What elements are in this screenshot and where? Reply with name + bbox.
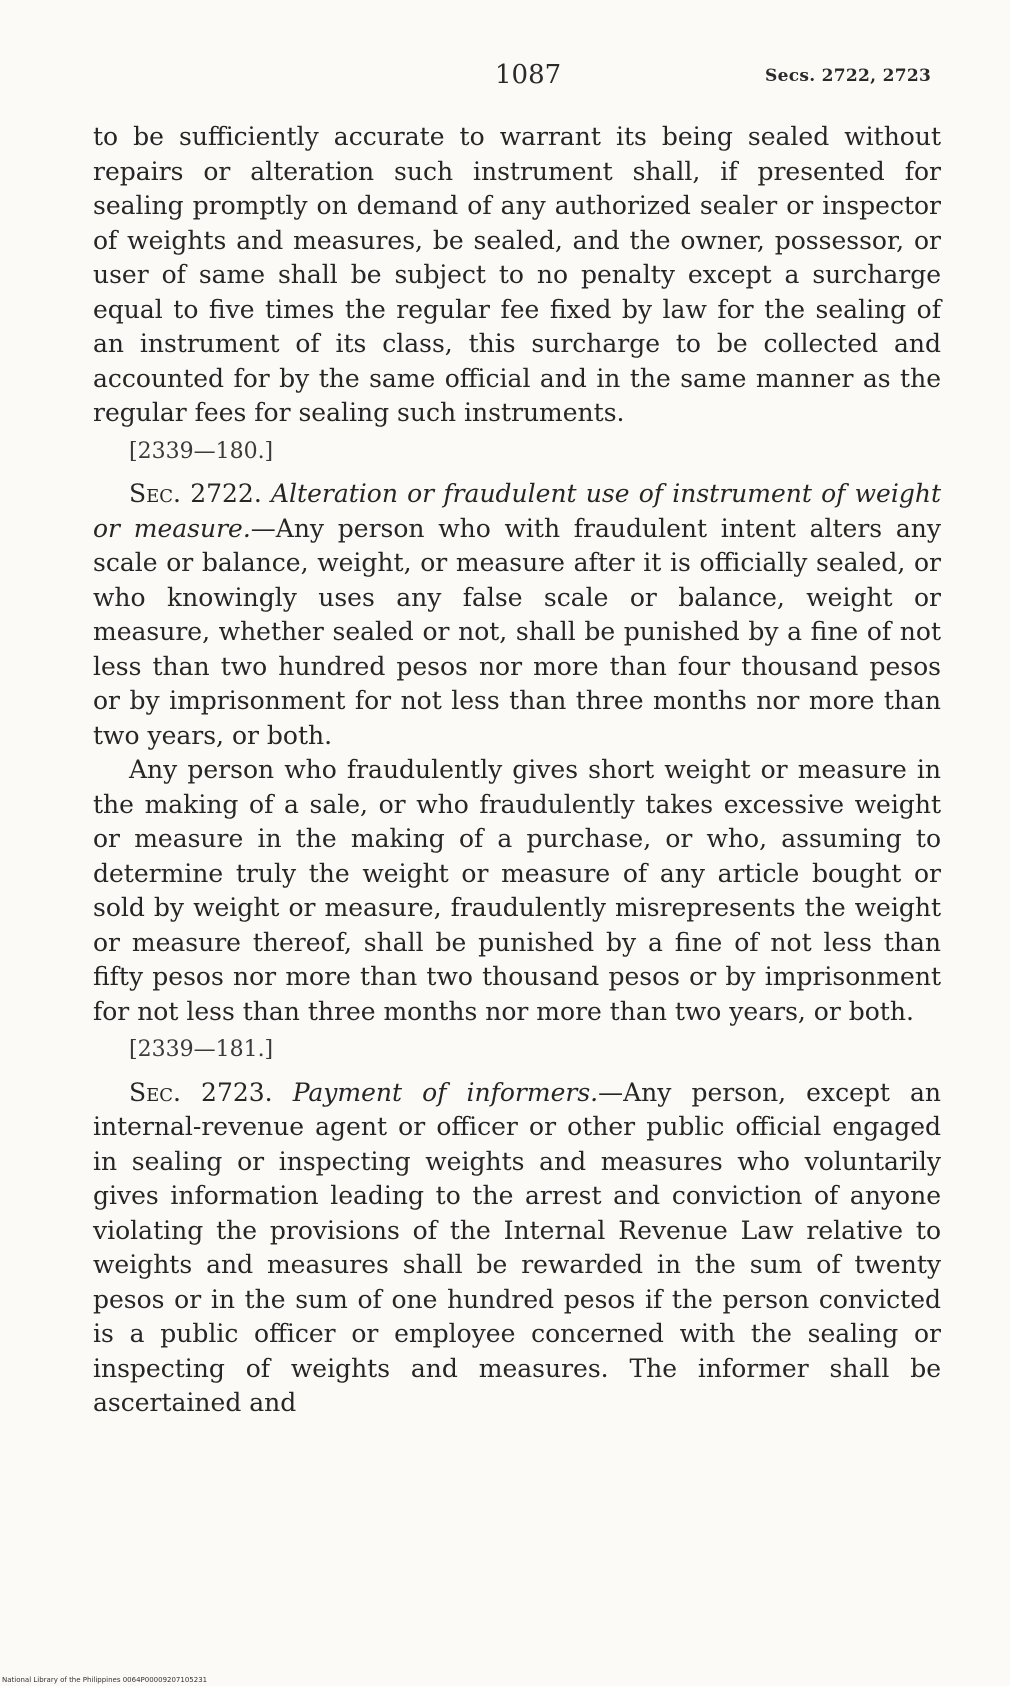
section-2722-body: —Any person who with fraudulent intent alters any scale or balance, weight, or measure after it is officially sealed, or who knowingly uses any false scale or balance, weight or measure, whether sealed or not, shall be punished by a fine of not less than two hundred pesos nor more than four thousand pesos or by imprisonment for not less than three months nor more than two years, or both. xyxy=(93,513,941,750)
section-2723-body: —Any person, except an internal-revenue agent or officer or other public official engaged in sealing or inspecting weights and measures who voluntarily gives information leading to the arrest and conviction of anyone violating the provisions of the Internal Revenue Law relative to weights and measures shall be rewarded in the sum of twenty pesos or in the sum of one hundred pesos if the person convicted is a public officer or employee concerned with the sealing or inspecting of weights and measures. The informer shall be ascertained and xyxy=(93,1077,941,1417)
short-weight-paragraph: Any person who fraudulently gives short weight or measure in the making of a sale, or who fraudulently takes excessive weight or measure in the making of a purchase, or who, assuming to determine truly the weight or measure of any article bought or sold by weight or measure, fraudulently misrepresents the weight or measure thereof, shall be punished by a fine of not less than fifty pesos nor more than two thousand pesos or by imprisonment for not less than three months nor more than two years, or both. xyxy=(93,755,941,1026)
section-range-header: Secs. 2722, 2723 xyxy=(765,66,932,86)
paragraph-continuation: to be sufficiently accurate to warrant its being sealed without repairs or alteration such instrument shall, if presented for sealing promptly on demand of any authorized sealer or inspector of weights and measures, be sealed, and the owner, possessor, or user of same shall be subject to no penalty except a surcharge equal to five times the regular fee fixed by law for the sealing of an instrument of its class, this surcharge to be collected and accounted for by the same official and in the same manner as the regular fees for sealing such instruments. xyxy=(93,122,941,427)
section-2723-label: Sec. 2723. xyxy=(129,1077,273,1107)
section-2722-title: Alteration or fraudulent use of instrument of weight or measure. xyxy=(93,479,941,543)
section-2723-title: Payment of informers. xyxy=(292,1077,599,1107)
section-2723-paragraph xyxy=(93,1076,941,1421)
page-number: 1087 xyxy=(495,60,562,90)
section-2722-label: Sec. 2722. xyxy=(129,479,262,508)
library-credit: National Library of the Philippines 0064P00009207105231 xyxy=(2,1676,208,1684)
section-2722-paragraph xyxy=(93,477,941,753)
body-text xyxy=(93,120,941,1421)
citation-2339-181: [2339—181.] xyxy=(129,1037,274,1062)
citation-2339-180: [2339—180.] xyxy=(129,438,274,464)
